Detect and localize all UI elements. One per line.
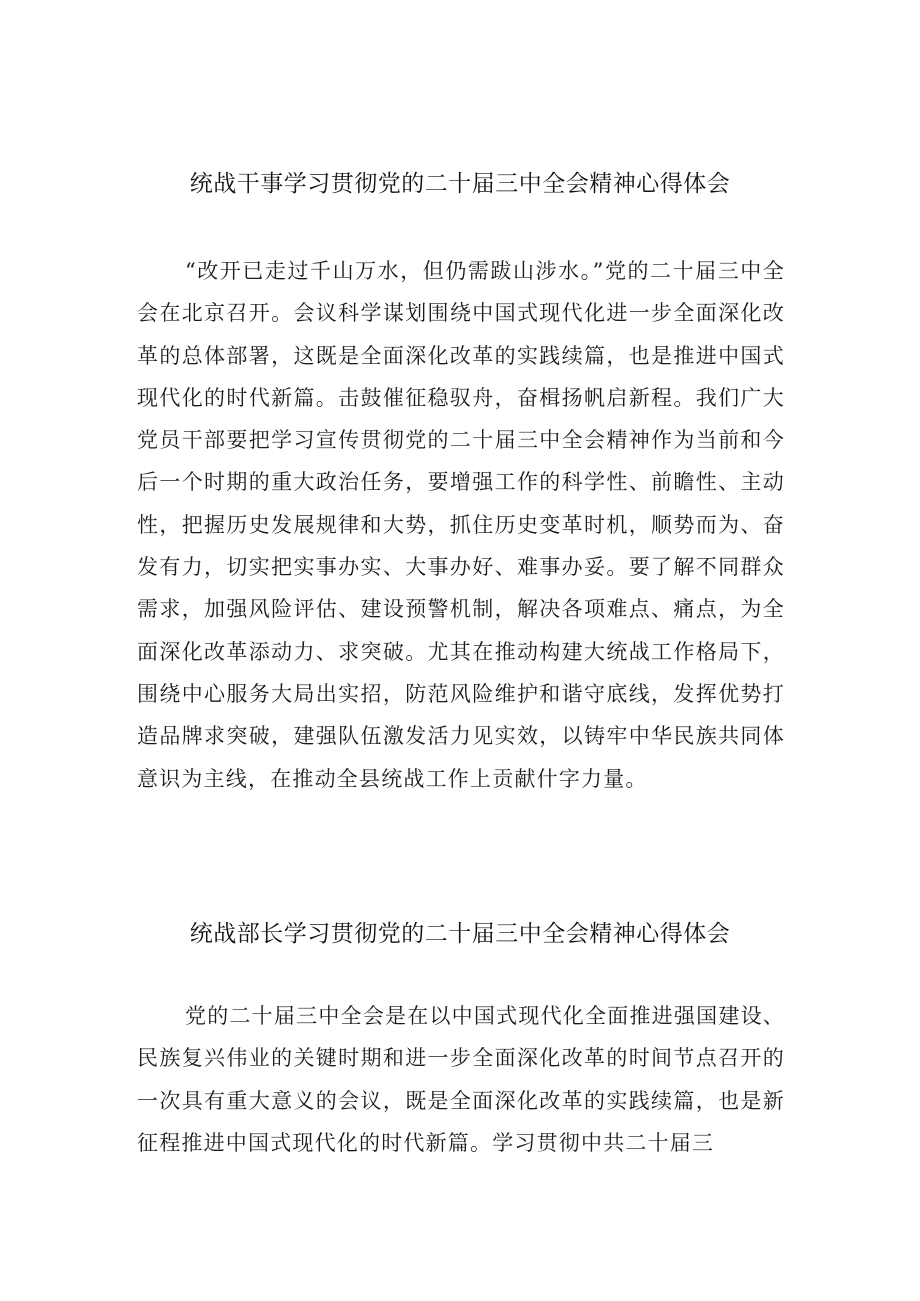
section-title-2: 统战部长学习贯彻党的二十届三中全会精神心得体会	[189, 921, 731, 947]
section-title-1: 统战干事学习贯彻党的二十届三中全会精神心得体会	[189, 171, 731, 197]
section-paragraph-2: 党的二十届三中全会是在以中国式现代化全面推进强国建设、民族复兴伟业的关键时期和进一步全面深化改革的时间节点召开的一次具有重大意义的会议，既是全面深化改革的实践续篇，也是新征程推进中国式现代化的时代新篇。学习贯彻中共二十届三	[137, 1004, 785, 1155]
section-paragraph-1: “改开已走过千山万水，但仍需跋山涉水。”党的二十届三中全会在北京召开。会议科学谋划围绕中国式现代化进一步全面深化改革的总体部署，这既是全面深化改革的实践续篇，也是推进中国式现代化的时代新篇。击鼓催征稳驭舟，奋楫扬帆启新程。我们广大党员干部要把学习宣传贯彻党的二十届三中全会精神作为当前和今后一个时期的重大政治任务，要增强工作的科学性、前瞻性、主动性，把握历史发展规律和大势，抓住历史变革时机，顺势而为、奋发有力，切实把实事办实、大事办好、难事办妥。要了解不同群众需求，加强风险评估、建设预警机制，解决各项难点、痛点，为全面深化改革添动力、求突破。尤其在推动构建大统战工作格局下，围绕中心服务大局出实招，防范风险维护和谐守底线，发挥优势打造品牌求突破，建强队伍激发活力见实效，以铸牢中华民族共同体意识为主线，在推动全县统战工作上贡献什字力量。	[137, 259, 785, 791]
